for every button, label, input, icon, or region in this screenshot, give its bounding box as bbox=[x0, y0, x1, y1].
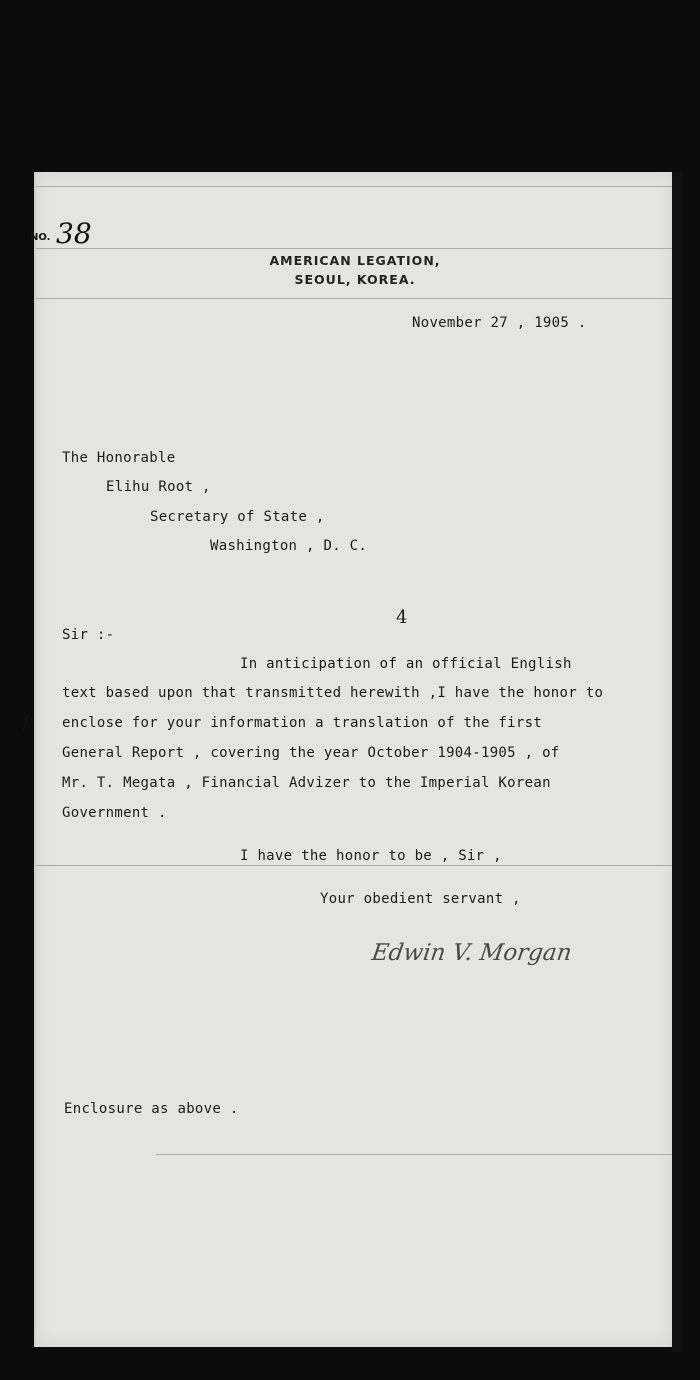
addressee-line-4: Washington , D. C. bbox=[210, 538, 368, 554]
letter-date: November 27 , 1905 . bbox=[412, 315, 587, 331]
addressee-line-2: Elihu Root , bbox=[106, 479, 211, 495]
margin-note: 4 bbox=[396, 607, 408, 628]
letterhead-line-1: AMERICAN LEGATION, bbox=[269, 253, 441, 268]
letter-page bbox=[34, 172, 674, 1347]
margin-mark-icon: / bbox=[22, 710, 29, 734]
enclosure-note: Enclosure as above . bbox=[64, 1101, 239, 1117]
letterhead-line-2: SEOUL, KOREA. bbox=[294, 272, 416, 287]
document-number-label: NO. bbox=[30, 232, 51, 243]
body-line-6: Government . bbox=[62, 805, 167, 821]
salutation: Sir :- bbox=[62, 627, 115, 643]
document-number: 38 bbox=[56, 217, 92, 250]
page-shadow-edge bbox=[672, 172, 682, 1352]
addressee-line-1: The Honorable bbox=[62, 450, 176, 466]
ruled-line bbox=[36, 298, 674, 299]
closing-line-1: I have the honor to be , Sir , bbox=[240, 848, 502, 864]
body-line-3: enclose for your information a translation of the first bbox=[62, 715, 543, 731]
body-line-2: text based upon that transmitted herewith ,I have the honor to bbox=[62, 685, 604, 701]
ruled-line bbox=[36, 186, 674, 187]
ruled-line bbox=[36, 248, 674, 249]
body-line-5: Mr. T. Megata , Financial Advizer to the Imperial Korean bbox=[62, 775, 551, 791]
ruled-line bbox=[36, 865, 674, 866]
signature: Edwin V. Morgan bbox=[370, 940, 574, 966]
body-line-1: In anticipation of an official English bbox=[240, 656, 572, 672]
body-line-4: General Report , covering the year October 1904-1905 , of bbox=[62, 745, 560, 761]
addressee-line-3: Secretary of State , bbox=[150, 509, 325, 525]
ruled-line bbox=[156, 1154, 674, 1155]
closing-line-2: Your obedient servant , bbox=[320, 891, 521, 907]
